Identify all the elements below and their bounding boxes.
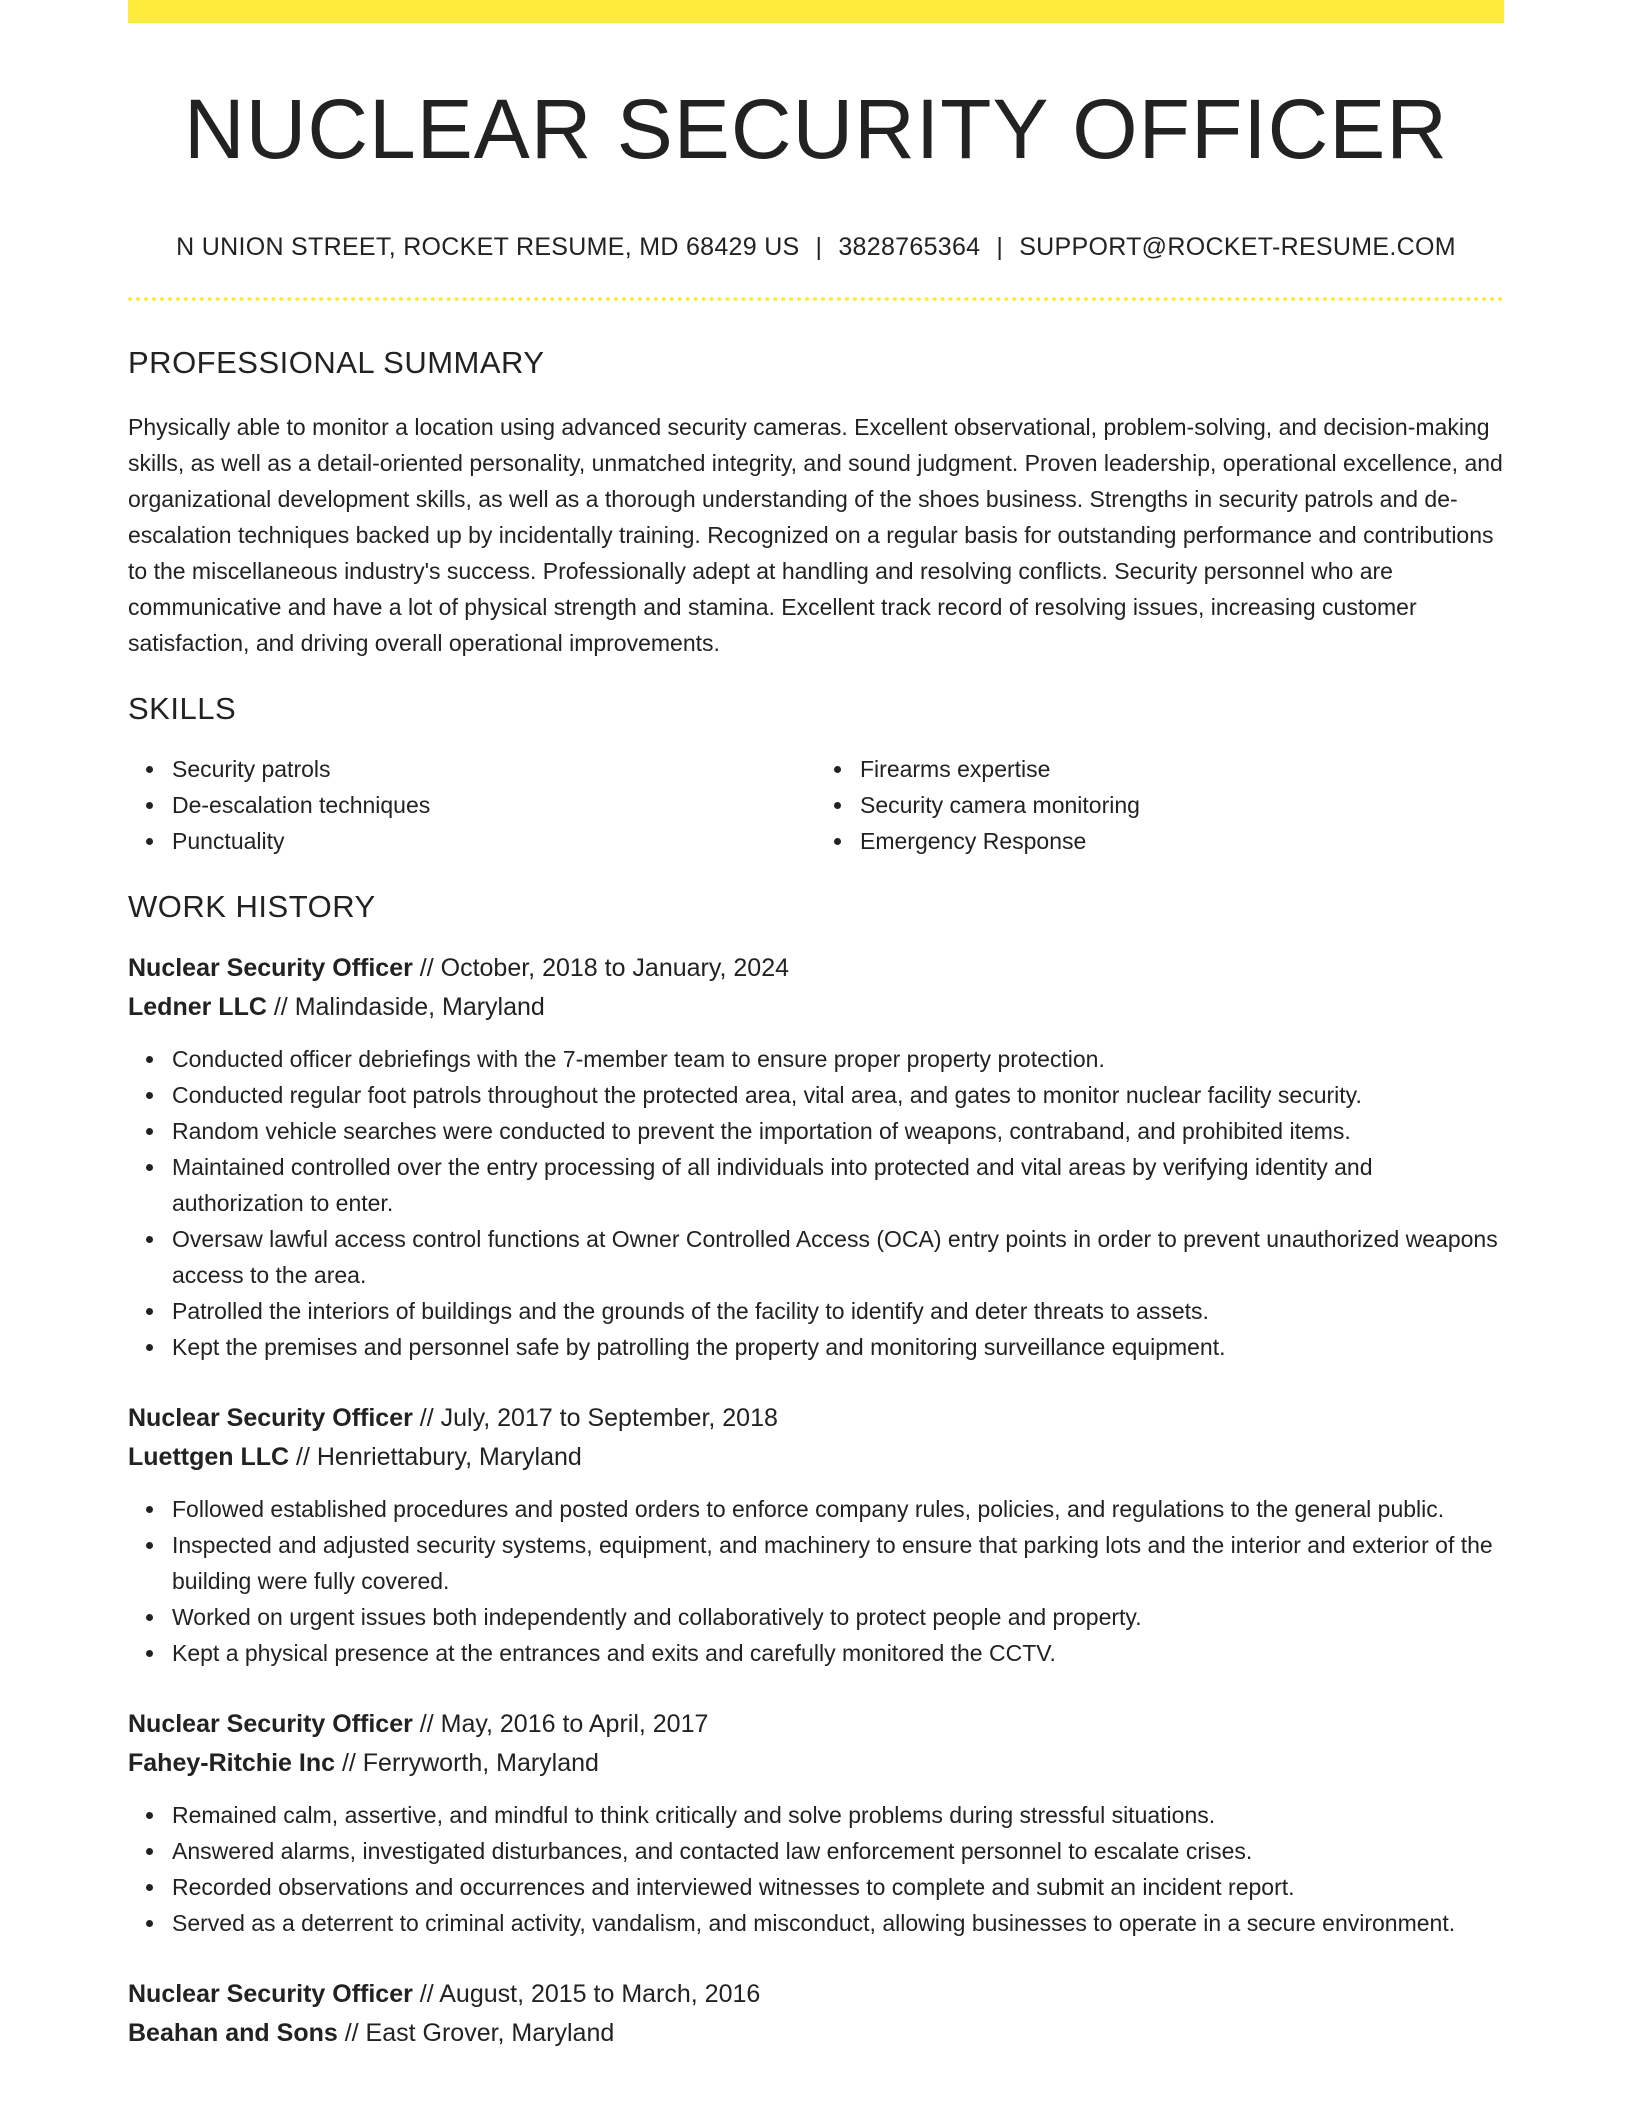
job-dates: // August, 2015 to March, 2016 xyxy=(412,1980,761,2009)
job-company-line xyxy=(128,1438,1504,1477)
skill-item: Security camera monitoring xyxy=(860,787,1504,823)
skill-item: Emergency Response xyxy=(860,823,1504,859)
job-company: Ledner LLC xyxy=(128,993,267,1022)
job-bullets xyxy=(128,1041,1504,1365)
skill-item: Security patrols xyxy=(172,751,816,787)
job-dates: // October, 2018 to January, 2024 xyxy=(412,954,790,983)
job-location: // Henriettabury, Maryland xyxy=(289,1443,582,1472)
job-role-line xyxy=(128,949,1504,988)
job-bullets xyxy=(128,1797,1504,1941)
section-title-work-history: WORK HISTORY xyxy=(128,889,376,925)
job-role-line xyxy=(128,1975,1504,2014)
contact-phone: 3828765364 xyxy=(838,233,981,262)
job-company: Luettgen LLC xyxy=(128,1443,290,1472)
skill-item: Firearms expertise xyxy=(860,751,1504,787)
job-bullet: Served as a deterrent to criminal activity, vandalism, and misconduct, allowing businesses to operate in a secure environment. xyxy=(172,1905,1504,1941)
job-dates: // July, 2017 to September, 2018 xyxy=(412,1404,778,1433)
accent-top-bar xyxy=(128,0,1504,23)
job-company: Beahan and Sons xyxy=(128,2019,338,2048)
job-role-line xyxy=(128,1399,1504,1438)
section-title-summary: PROFESSIONAL SUMMARY xyxy=(128,345,545,381)
job-location: // East Grover, Maryland xyxy=(337,2019,615,2048)
skill-item: Punctuality xyxy=(172,823,816,859)
job-bullet: Kept a physical presence at the entrances and exits and carefully monitored the CCTV. xyxy=(172,1635,1504,1671)
contact-address: N UNION STREET, ROCKET RESUME, MD 68429 US xyxy=(176,233,800,262)
job-dates: // May, 2016 to April, 2017 xyxy=(412,1710,709,1739)
job-bullet: Remained calm, assertive, and mindful to think critically and solve problems during stressful situations. xyxy=(172,1797,1504,1833)
job-entry xyxy=(128,1705,1504,1941)
job-company-line xyxy=(128,1744,1504,1783)
job-bullet: Maintained controlled over the entry processing of all individuals into protected and vital areas by verifying identity and authorization to enter. xyxy=(172,1149,1504,1221)
work-history-section xyxy=(128,889,1504,2053)
job-bullet: Kept the premises and personnel safe by patrolling the property and monitoring surveillance equipment. xyxy=(172,1329,1504,1365)
job-bullet: Patrolled the interiors of buildings and the grounds of the facility to identify and deter threats to assets. xyxy=(172,1293,1504,1329)
job-entry xyxy=(128,1975,1504,2053)
contact-email: SUPPORT@ROCKET-RESUME.COM xyxy=(1019,233,1456,262)
job-entry xyxy=(128,1399,1504,1671)
job-bullet: Followed established procedures and posted orders to enforce company rules, policies, and regulations to the general public. xyxy=(172,1491,1504,1527)
summary-section xyxy=(128,345,1504,661)
contact-separator: | xyxy=(815,233,823,262)
job-bullet: Conducted regular foot patrols throughout the protected area, vital area, and gates to monitor nuclear facility security. xyxy=(172,1077,1504,1113)
job-bullet: Random vehicle searches were conducted to prevent the importation of weapons, contraband, and prohibited items. xyxy=(172,1113,1504,1149)
job-role: Nuclear Security Officer xyxy=(128,1710,413,1739)
job-bullet: Recorded observations and occurrences and interviewed witnesses to complete and submit an incident report. xyxy=(172,1869,1504,1905)
job-bullet: Oversaw lawful access control functions at Owner Controlled Access (OCA) entry points in order to prevent unauthorized weapons access to the area. xyxy=(172,1221,1504,1293)
skills-columns xyxy=(128,751,1504,859)
resume-page xyxy=(128,0,1504,2053)
job-bullets xyxy=(128,1491,1504,1671)
summary-text: Physically able to monitor a location using advanced security cameras. Excellent observational, problem-solving, and decision-making skills, as well as a detail-oriented personality, unmatched integrity, and sound judgment. Proven leadership, operational excellence, and organizational development skills, as well as a thorough understanding of the shoes business. Strengths in security patrols and de-escalation techniques backed up by incidentally training. Recognized on a regular basis for outstanding performance and contributions to the miscellaneous industry's success. Professionally adept at handling and resolving conflicts. Security personnel who are communicative and have a lot of physical strength and stamina. Excellent track record of resolving issues, increasing customer satisfaction, and driving overall operational improvements. xyxy=(128,414,1503,657)
job-bullet: Conducted officer debriefings with the 7-member team to ensure proper property protection. xyxy=(172,1041,1504,1077)
contact-separator: | xyxy=(996,233,1004,262)
job-location: // Malindaside, Maryland xyxy=(266,993,545,1022)
job-role: Nuclear Security Officer xyxy=(128,954,413,983)
job-role: Nuclear Security Officer xyxy=(128,1980,413,2009)
job-company: Fahey-Ritchie Inc xyxy=(128,1749,335,1778)
contact-line xyxy=(128,233,1504,262)
section-title-skills: SKILLS xyxy=(128,691,237,727)
job-company-line xyxy=(128,2014,1504,2053)
skills-list-left xyxy=(128,751,816,859)
skills-section xyxy=(128,691,1504,859)
dotted-divider xyxy=(128,297,1504,301)
job-entry xyxy=(128,949,1504,1365)
resume-title: NUCLEAR SECURITY OFFICER xyxy=(184,82,1448,176)
job-bullet: Answered alarms, investigated disturbances, and contacted law enforcement personnel to escalate crises. xyxy=(172,1833,1504,1869)
job-role-line xyxy=(128,1705,1504,1744)
skill-item: De-escalation techniques xyxy=(172,787,816,823)
job-location: // Ferryworth, Maryland xyxy=(335,1749,599,1778)
job-bullet: Worked on urgent issues both independently and collaboratively to protect people and property. xyxy=(172,1599,1504,1635)
job-role: Nuclear Security Officer xyxy=(128,1404,413,1433)
job-company-line xyxy=(128,988,1504,1027)
job-bullet: Inspected and adjusted security systems, equipment, and machinery to ensure that parking lots and the interior and exterior of the building were fully covered. xyxy=(172,1527,1504,1599)
skills-list-right xyxy=(816,751,1504,859)
